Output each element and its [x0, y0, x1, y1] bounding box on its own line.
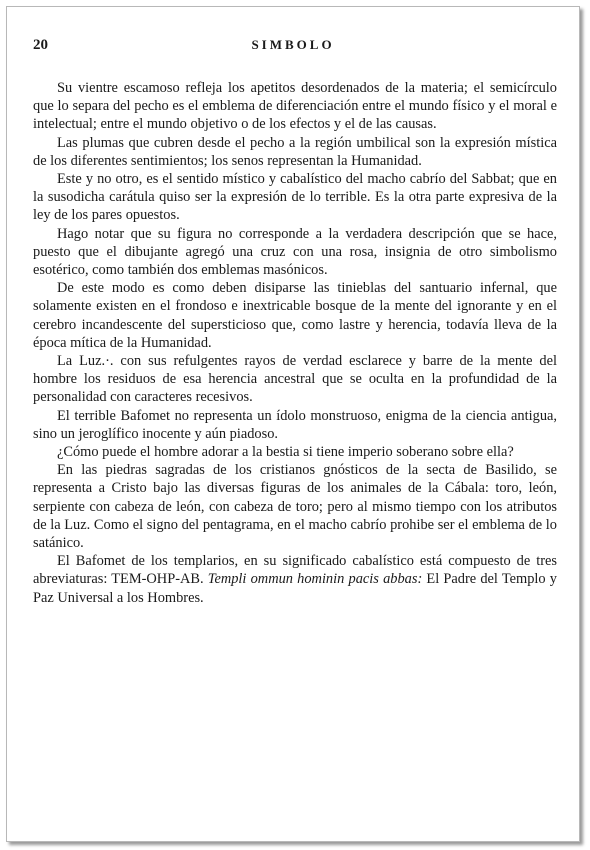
paragraph-question: ¿Cómo puede el hombre adorar a la bestia si tiene imperio soberano sobre ella? — [57, 444, 514, 461]
templars-text-start: El Bafomet de los templarios, en su significado cabalístico está compuesto de tres abreviaturas: TEM-OHP-AB. — [33, 553, 557, 588]
body-text — [33, 79, 557, 607]
paragraph-gnostic-stones: En las piedras sagradas de los cristianos gnósticos de la secta de Basilido, se representa a Cristo bajo las diversas figuras de los animales de la Cábala: toro, león, serpiente con cabeza de león, con cabeza de toro; pero al mismo tiempo con los atributos de la Luz. Como el signo del pentagrama, en el macho cabrío prohibe ser el emblema de lo satánico. — [33, 462, 557, 552]
paragraph-light: La Luz.·. con sus refulgentes rayos de verdad esclarece y barre de la mente del hombre los residuos de esa herencia ancestral que se oculta en la profundidad de la personalidad con caracteres recesivos. — [33, 353, 557, 406]
running-title: SIMBOLO — [251, 37, 335, 52]
page-number: 20 — [33, 37, 48, 53]
page-header — [7, 37, 579, 57]
paragraph-sabbat: Este y no otro, es el sentido místico y cabalístico del macho cabrío del Sabbat; que en la susodicha carátula quiso ser la expresión de lo terrible. Es la otra parte expresiva de la ley de los pares opuestos. — [33, 171, 557, 224]
paragraph-feathers: Las plumas que cubren desde el pecho a la región umbilical son la expresión mística de los diferentes sentimientos; los senos representan la Humanidad. — [33, 134, 557, 169]
paragraph-templars — [33, 552, 557, 607]
paragraph-darkness: De este modo es como deben disiparse las tinieblas del santuario infernal, que solamente existen en el frondoso e inextricable bosque de la mente del ignorante y en el cerebro incandescente del supersticioso que, como lastre y herencia, todavía lleva de la época mítica de la Humanidad. — [33, 280, 557, 351]
paragraph-figure-note: Hago notar que su figura no corresponde a la verdadera descripción que se hace, puesto que el dibujante agregó una cruz con una rosa, insignia de otro simbolismo esotérico, como también dos emblemas masónicos. — [33, 225, 557, 279]
book-page — [6, 6, 580, 842]
paragraph-belly: Su vientre escamoso refleja los apetitos desordenados de la materia; el semicírculo que lo separa del pecho es el emblema de diferenciación entre el mundo físico y el moral e intelectual; entre el mundo objetivo o de los efectos y el de las causas. — [33, 80, 557, 133]
latin-phrase: Templi ommun hominin pacis abbas: — [207, 571, 423, 588]
templars-text-end: El Padre del Templo y Paz Universal a los Hombres. — [33, 571, 557, 606]
paragraph-bafomet: El terrible Bafomet no representa un ídolo monstruoso, enigma de la ciencia antigua, sino un jeroglífico inocente y aún piadoso. — [33, 407, 557, 442]
